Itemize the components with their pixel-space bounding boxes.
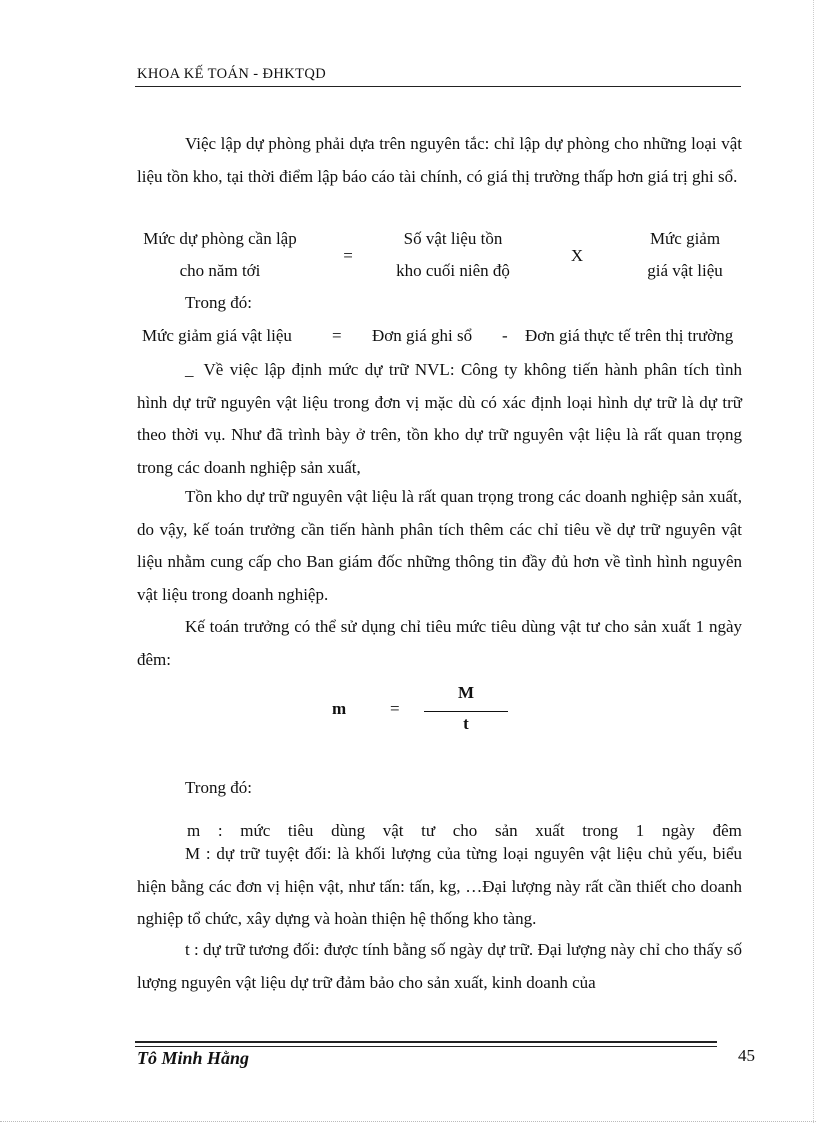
definition-m-word: xuất xyxy=(535,821,565,840)
footer-author: Tô Minh Hằng xyxy=(137,1048,250,1068)
formula3-lhs: m xyxy=(332,699,347,718)
formula1-lhs-line1: Mức dự phòng cần lập xyxy=(143,229,297,248)
formula3-numerator: M xyxy=(457,683,475,702)
definition-m-word: 1 xyxy=(635,821,645,840)
definition-m-word: mức xyxy=(240,821,271,840)
formula2-market-price: Đơn giá thực tế trên thị trường xyxy=(525,326,734,345)
formula3-denominator: t xyxy=(463,714,469,733)
paragraph-provision-principle: Việc lập dự phòng phải dựa trên nguyên tắc: chỉ lập dự phòng cho những loại vật liệu tồn kho, tại thời điểm lập báo cáo tài chính, có giá thị trường thấp hơn giá trị ghi sổ. xyxy=(137,134,742,186)
formula2-book-price: Đơn giá ghi sổ xyxy=(372,326,473,345)
fraction-bar xyxy=(424,711,508,712)
definition-m-word: m xyxy=(187,821,201,840)
paragraph-daily-consumption: Kế toán trưởng có thể sử dụng chỉ tiêu mức tiêu dùng vật tư cho sản xuất 1 ngày đêm: xyxy=(137,617,742,669)
definition-m-word: đêm xyxy=(712,821,742,840)
definition-m-word: trong xyxy=(582,821,619,840)
page-header-title: KHOA KẾ TOÁN - ĐHKTQD xyxy=(137,66,327,82)
definition-m-word: vật xyxy=(382,821,404,840)
where-label-1: Trong đó: xyxy=(185,293,252,312)
bullet-dash: _ xyxy=(185,360,194,379)
footer-divider-thin xyxy=(135,1046,717,1047)
paragraph-relative-reserve: t : dự trữ tương đối: được tính bằng số ngày dự trữ. Đại lượng này chỉ cho thấy số lượng nguyên vật liệu dự trữ đảm bảo cho sản xuất, kinh doanh của xyxy=(137,940,742,992)
formula2-equals: = xyxy=(332,326,342,345)
formula1-times: X xyxy=(570,246,584,265)
definition-m-word: sản xyxy=(494,821,518,840)
definition-m-word: : xyxy=(217,821,223,840)
paragraph-inventory-importance: Tồn kho dự trữ nguyên vật liệu là rất quan trọng trong các doanh nghiệp sản xuất, do vậy, kế toán trưởng cần tiến hành phân tích thêm các chỉ tiêu về dự trữ nguyên vật liệu nhằm cung cấp cho Ban giám đốc những thông tin đầy đủ hơn về tình hình nguyên vật liệu trong doanh nghiệp. xyxy=(137,487,742,604)
page-number: 45 xyxy=(738,1046,755,1065)
formula1-rhs-line1: Mức giảm xyxy=(649,229,721,248)
header-divider xyxy=(135,86,741,87)
paragraph-absolute-reserve: M : dự trữ tuyệt đối: là khối lượng của từng loại nguyên vật liệu chủ yếu, biểu hiện bằng các đơn vị hiện vật, như tấn: tấn, kg, …Đại lượng này rất cần thiết cho doanh nghiệp tổ chức, xây dựng và hoàn thiện hệ thống kho tàng. xyxy=(137,844,742,928)
formula1-lhs-line2: cho năm tới xyxy=(179,261,261,280)
definition-m-word: tiêu xyxy=(287,821,314,840)
formula1-mid-line2: kho cuối niên độ xyxy=(396,261,510,280)
definition-m-word: tư xyxy=(421,821,436,840)
footer-divider-thick xyxy=(135,1041,717,1043)
formula1-mid-line1: Số vật liệu tồn xyxy=(403,229,503,248)
definition-m-word: ngày xyxy=(661,821,695,840)
formula1-rhs-line2: giá vật liệu xyxy=(647,261,723,280)
page-right-edge xyxy=(813,0,814,1123)
formula1-equals: = xyxy=(343,246,353,265)
definition-m-word: cho xyxy=(452,821,478,840)
definition-m-word: dùng xyxy=(331,821,366,840)
where-label-2: Trong đó: xyxy=(185,778,252,797)
paragraph-reserve-norm-text: Về việc lập định mức dự trữ NVL: Công ty không tiến hành phân tích tình hình dự trữ nguyên vật liệu trong đơn vị mặc dù có xác định loại hình dự trữ là dự trữ theo thời vụ. Như đã trình bày ở trên, tồn kho dự trữ nguyên vật liệu là rất quan trọng trong các doanh nghiệp sản xuất, xyxy=(137,360,742,477)
page-bottom-edge xyxy=(0,1121,816,1122)
formula2-minus: - xyxy=(502,326,508,345)
formula2-lhs: Mức giảm giá vật liệu xyxy=(142,326,292,345)
paragraph-reserve-norm xyxy=(137,354,742,484)
formula3-equals: = xyxy=(390,699,400,718)
